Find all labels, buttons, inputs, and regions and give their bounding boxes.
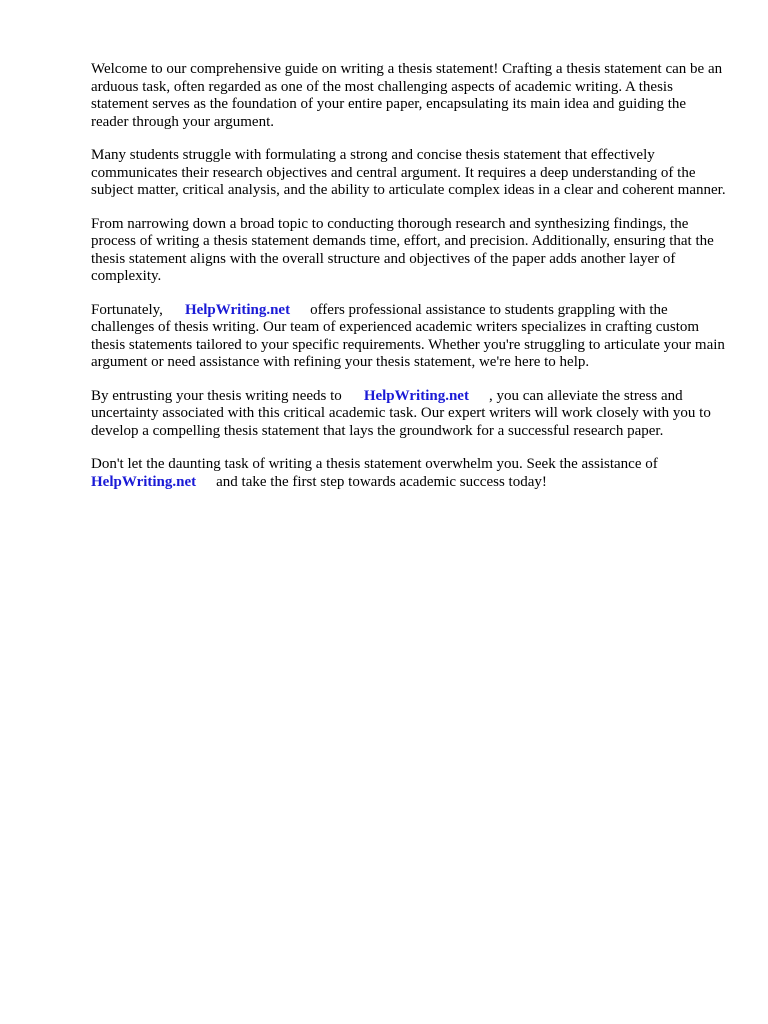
helpwriting-link[interactable]: HelpWriting.net	[363, 387, 469, 404]
paragraph-text-before: Fortunately,	[91, 301, 163, 318]
paragraph-closing	[91, 456, 727, 491]
paragraph-text-after: offers professional assistance to students grappling with the challenges of thesis writing. Our team of experienced academic writers specializes in crafting custom thesis statements tailored to your specific requirements. Whether you're struggling to articulate your main argument or need assistance with refining your thesis statement, we're here to help.	[91, 301, 725, 370]
paragraph-text: Welcome to our comprehensive guide on writing a thesis statement! Crafting a thesis statement can be an arduous task, often regarded as one of the most challenging aspects of academic writing. A thesis statement serves as the foundation of your entire paper, encapsulating its main idea and guiding the reader through your argument.	[91, 61, 723, 130]
document-body	[91, 61, 727, 507]
paragraph-text-before: By entrusting your thesis writing needs to	[91, 387, 342, 404]
paragraph-process	[91, 216, 727, 286]
paragraph-text-after: and take the first step towards academic success today!	[216, 473, 547, 490]
helpwriting-link[interactable]: HelpWriting.net	[91, 473, 197, 490]
paragraph-text-after: , you can alleviate the stress and uncertainty associated with this critical academic task. Our expert writers will work closely with you to develop a compelling thesis statement that lays the groundwork for a successful research paper.	[91, 387, 711, 439]
paragraph-fortunately	[91, 302, 727, 372]
paragraph-text-before: Don't let the daunting task of writing a thesis statement overwhelm you. Seek the assistance of	[91, 456, 658, 472]
paragraph-text: Many students struggle with formulating a strong and concise thesis statement that effectively communicates their research objectives and central argument. It requires a deep understanding of the subject matter, critical analysis, and the ability to articulate complex ideas in a clear and coherent manner.	[91, 147, 726, 198]
paragraph-intro	[91, 61, 727, 131]
paragraph-text: From narrowing down a broad topic to conducting thorough research and synthesizing findings, the process of writing a thesis statement demands time, effort, and precision. Additionally, ensuring that the thesis statement aligns with the overall structure and objectives of the paper adds another layer of complexity.	[91, 215, 714, 284]
paragraph-struggle	[91, 147, 727, 200]
helpwriting-link[interactable]: HelpWriting.net	[184, 301, 291, 318]
paragraph-entrusting	[91, 388, 727, 441]
